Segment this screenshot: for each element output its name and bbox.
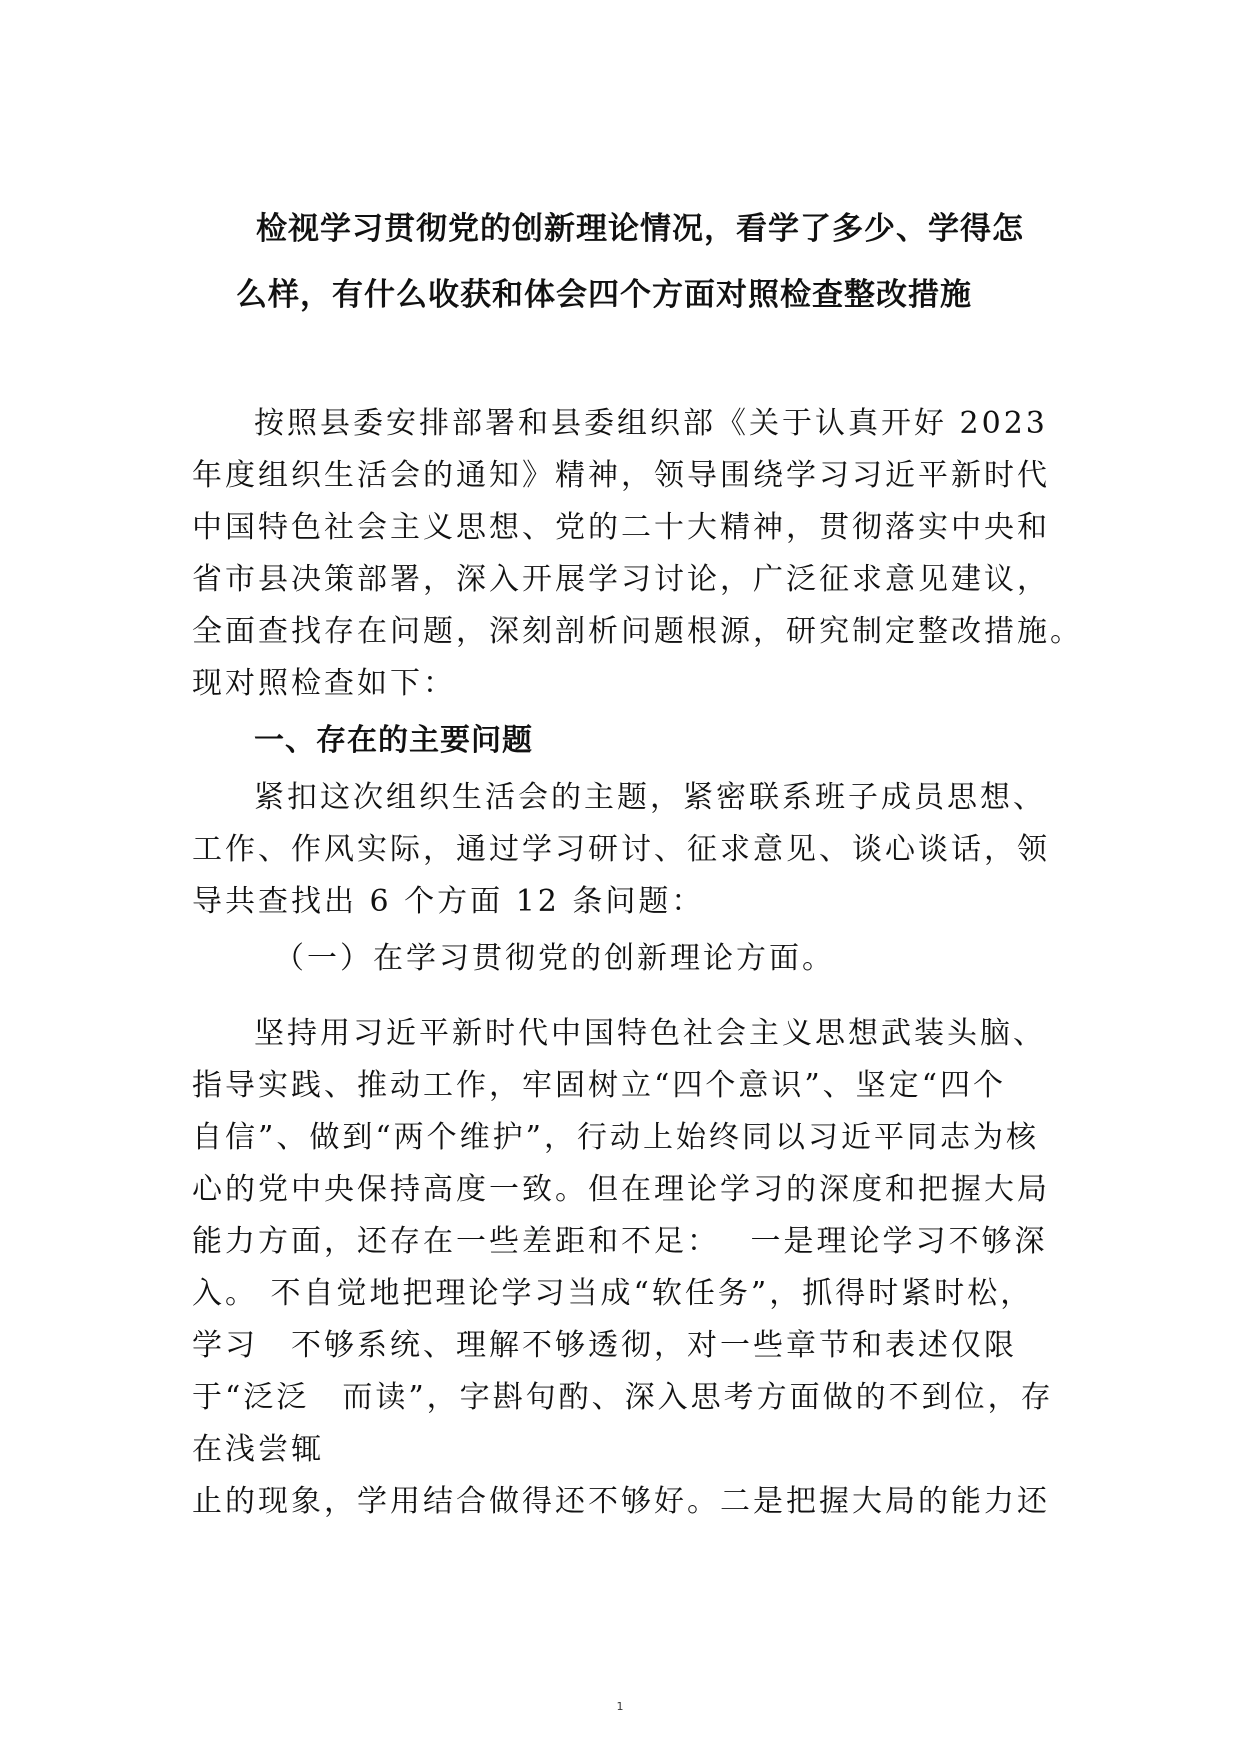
title-line-1: 检视学习贯彻党的创新理论情况，看学了多少、学得怎 (256, 211, 1024, 247)
paragraph-line: 指导实践、推动工作，牢固树立“四个意识”、坚定“四个 (192, 1068, 1007, 1103)
intro-line: 现对照检查如下： (192, 666, 456, 701)
paragraph-line: 在浅尝辄 (192, 1432, 324, 1467)
page-number: 1 (616, 1700, 624, 1713)
section-heading: 一、存在的主要问题 (254, 723, 533, 758)
paragraph-line: 自信”、做到“两个维护”，行动上始终同以习近平同志为核 (192, 1120, 1040, 1155)
paragraph-line: 止的现象，学用结合做得还不够好。二是把握大局的能力还 (192, 1484, 1050, 1519)
section-paragraph-line: 导共查找出 6 个方面 12 条问题： (192, 884, 705, 919)
section-paragraph-line: 紧扣这次组织生活会的主题，紧密联系班子成员思想、 (254, 780, 1046, 815)
intro-line: 全面查找存在问题，深刻剖析问题根源，研究制定整改措施。 (192, 614, 1083, 649)
title-line-2: 么样，有什么收获和体会四个方面对照检查整改措施 (236, 277, 972, 313)
intro-line: 按照县委安排部署和县委组织部《关于认真开好 2023 (254, 406, 1048, 441)
section-paragraph-line: 工作、作风实际，通过学习研讨、征求意见、谈心谈话，领 (192, 832, 1050, 867)
intro-line: 省市县决策部署，深入开展学习讨论，广泛征求意见建议， (192, 562, 1050, 597)
paragraph-line: 学习 不够系统、理解不够透彻，对一些章节和表述仅限 (192, 1328, 1017, 1363)
paragraph-line: 坚持用习近平新时代中国特色社会主义思想武装头脑、 (254, 1016, 1046, 1051)
document-title (230, 196, 1060, 328)
paragraph-line: 能力方面，还存在一些差距和不足： 一是理论学习不够深 (192, 1224, 1048, 1259)
document-body (192, 398, 1083, 1528)
intro-line: 中国特色社会主义思想、党的二十大精神，贯彻落实中央和 (192, 510, 1050, 545)
spacer (192, 994, 1052, 1008)
paragraph-line: 心的党中央保持高度一致。但在理论学习的深度和把握大局 (192, 1172, 1050, 1207)
paragraph-line: 于“泛泛 而读”，字斟句酌、深入思考方面做的不到位，存 (192, 1380, 1054, 1415)
intro-line: 年度组织生活会的通知》精神，领导围绕学习习近平新时代 (192, 458, 1050, 493)
subsection-heading: （一）在学习贯彻党的创新理论方面。 (274, 941, 835, 976)
paragraph-line: 入。 不自觉地把理论学习当成“软任务”，抓得时紧时松， (192, 1276, 1034, 1311)
